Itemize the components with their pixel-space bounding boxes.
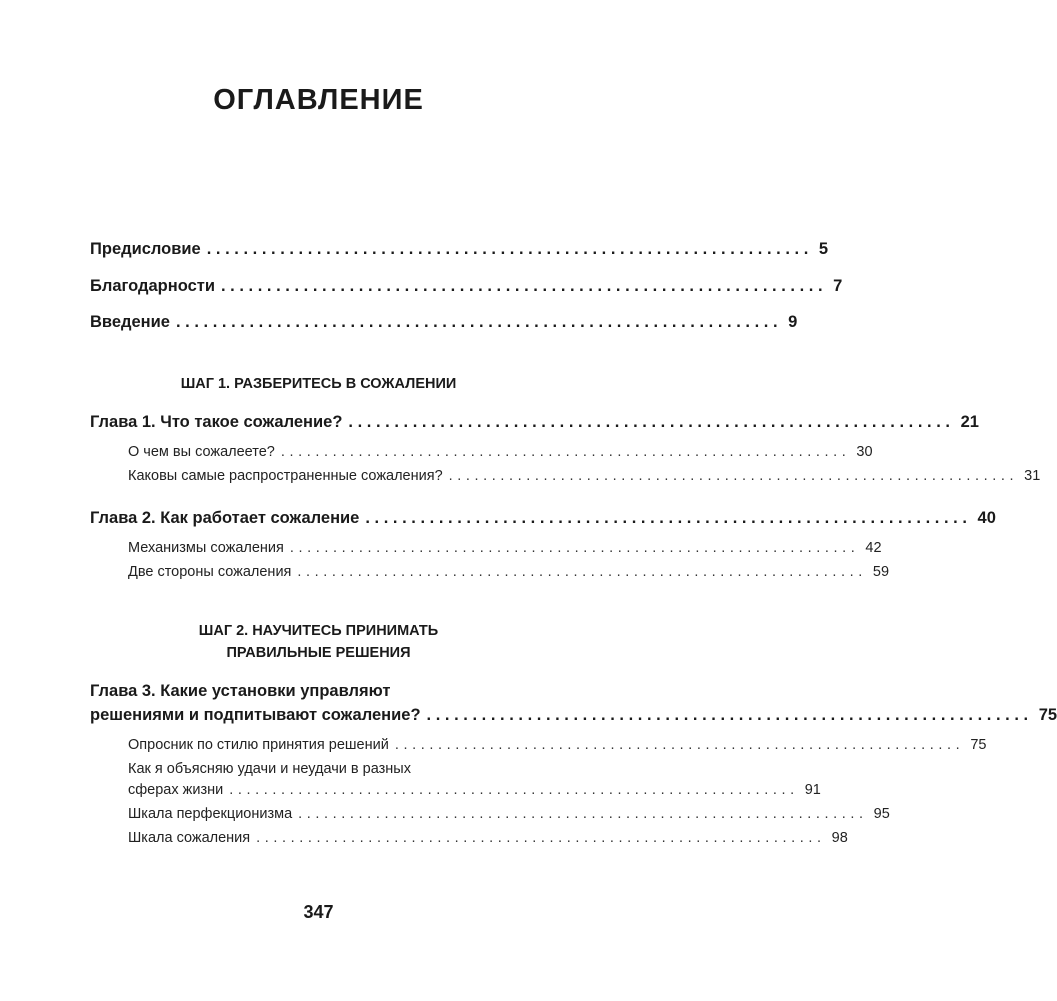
toc-label: Каковы самые распространенные сожаления?	[128, 468, 443, 484]
toc-page: 42	[865, 540, 882, 556]
toc-page: 5	[818, 240, 829, 258]
section-title-line-1[interactable]: Как я объясняю удачи и неудачи в разных	[128, 761, 411, 777]
toc-entry-section[interactable]	[128, 737, 987, 753]
toc-page: 95	[873, 806, 890, 822]
dot-leader: ..................................................................	[297, 564, 867, 580]
toc-label: Шкала перфекционизма	[128, 806, 293, 822]
toc-page: 75	[970, 737, 987, 753]
dot-leader: ..................................................................	[348, 413, 955, 431]
dot-leader: ..................................................................	[298, 806, 868, 822]
dot-leader: ..................................................................	[289, 540, 860, 556]
toc-entry-section[interactable]	[128, 782, 821, 798]
toc-entry-chapter-1[interactable]	[90, 413, 979, 432]
page-number: 347	[303, 902, 334, 922]
toc-label: Предисловие	[90, 240, 201, 258]
toc-label: Две стороны сожаления	[128, 564, 292, 580]
toc-entry-chapter-2[interactable]	[90, 509, 996, 528]
toc-page: 59	[872, 564, 890, 580]
toc-page: 7	[833, 277, 843, 295]
toc-label: Введение	[90, 313, 170, 331]
dot-leader: ..................................................................	[365, 509, 972, 527]
dot-leader: ..................................................................	[229, 782, 799, 798]
toc-entry-chapter-3[interactable]	[90, 706, 1057, 725]
dot-leader: ..................................................................	[175, 313, 783, 331]
step-1-heading: ШАГ 1. РАЗБЕРИТЕСЬ В СОЖАЛЕНИИ	[180, 376, 457, 392]
toc-label: Глава 2. Как работает сожаление	[90, 509, 360, 527]
page-title: ОГЛАВЛЕНИЕ	[213, 84, 424, 116]
toc-entry-section[interactable]	[128, 540, 882, 556]
toc-label: Благодарности	[90, 277, 215, 295]
dot-leader: ..................................................................	[448, 468, 1019, 484]
step-2-heading-line-1: ШАГ 2. НАУЧИТЕСЬ ПРИНИМАТЬ	[198, 623, 439, 639]
dot-leader: ..................................................................	[394, 737, 965, 753]
toc-entry-section[interactable]	[128, 830, 848, 846]
toc-entry-section[interactable]	[128, 444, 873, 460]
dot-leader: ..................................................................	[280, 444, 851, 460]
toc-page: 21	[960, 413, 979, 431]
toc-label: Механизмы сожаления	[128, 540, 284, 556]
toc-page: 30	[856, 444, 873, 460]
toc-page: 31	[1024, 468, 1041, 484]
toc-page: 40	[977, 509, 996, 527]
toc-label: Опросник по стилю принятия решений	[128, 737, 389, 753]
toc-label: О чем вы сожалеете?	[128, 444, 275, 460]
toc-entry-introduction[interactable]	[90, 313, 798, 332]
chapter-3-title-line-1[interactable]: Глава 3. Какие установки управляют	[90, 682, 391, 700]
toc-entry-section[interactable]	[128, 806, 890, 822]
step-2-heading-line-2: ПРАВИЛЬНЫЕ РЕШЕНИЯ	[226, 645, 411, 661]
toc-entry-section[interactable]	[128, 468, 1041, 484]
dot-leader: ..................................................................	[206, 240, 813, 258]
toc-page: 98	[831, 830, 848, 846]
toc-page: 75	[1038, 706, 1057, 724]
toc-label: Шкала сожаления	[128, 830, 251, 846]
toc-page: 91	[804, 782, 821, 798]
toc-page: 9	[788, 313, 798, 331]
dot-leader: ..................................................................	[426, 706, 1033, 724]
toc-entry-preface[interactable]	[90, 240, 829, 259]
toc-label: Глава 1. Что такое сожаление?	[90, 413, 343, 431]
dot-leader: ..................................................................	[256, 830, 826, 846]
toc-label: сферах жизни	[128, 782, 224, 798]
toc-entry-section[interactable]	[128, 564, 890, 580]
dot-leader: ..................................................................	[221, 277, 828, 295]
toc-entry-acknowledgements[interactable]	[90, 277, 843, 296]
toc-label: решениями и подпитывают сожаление?	[90, 706, 421, 724]
